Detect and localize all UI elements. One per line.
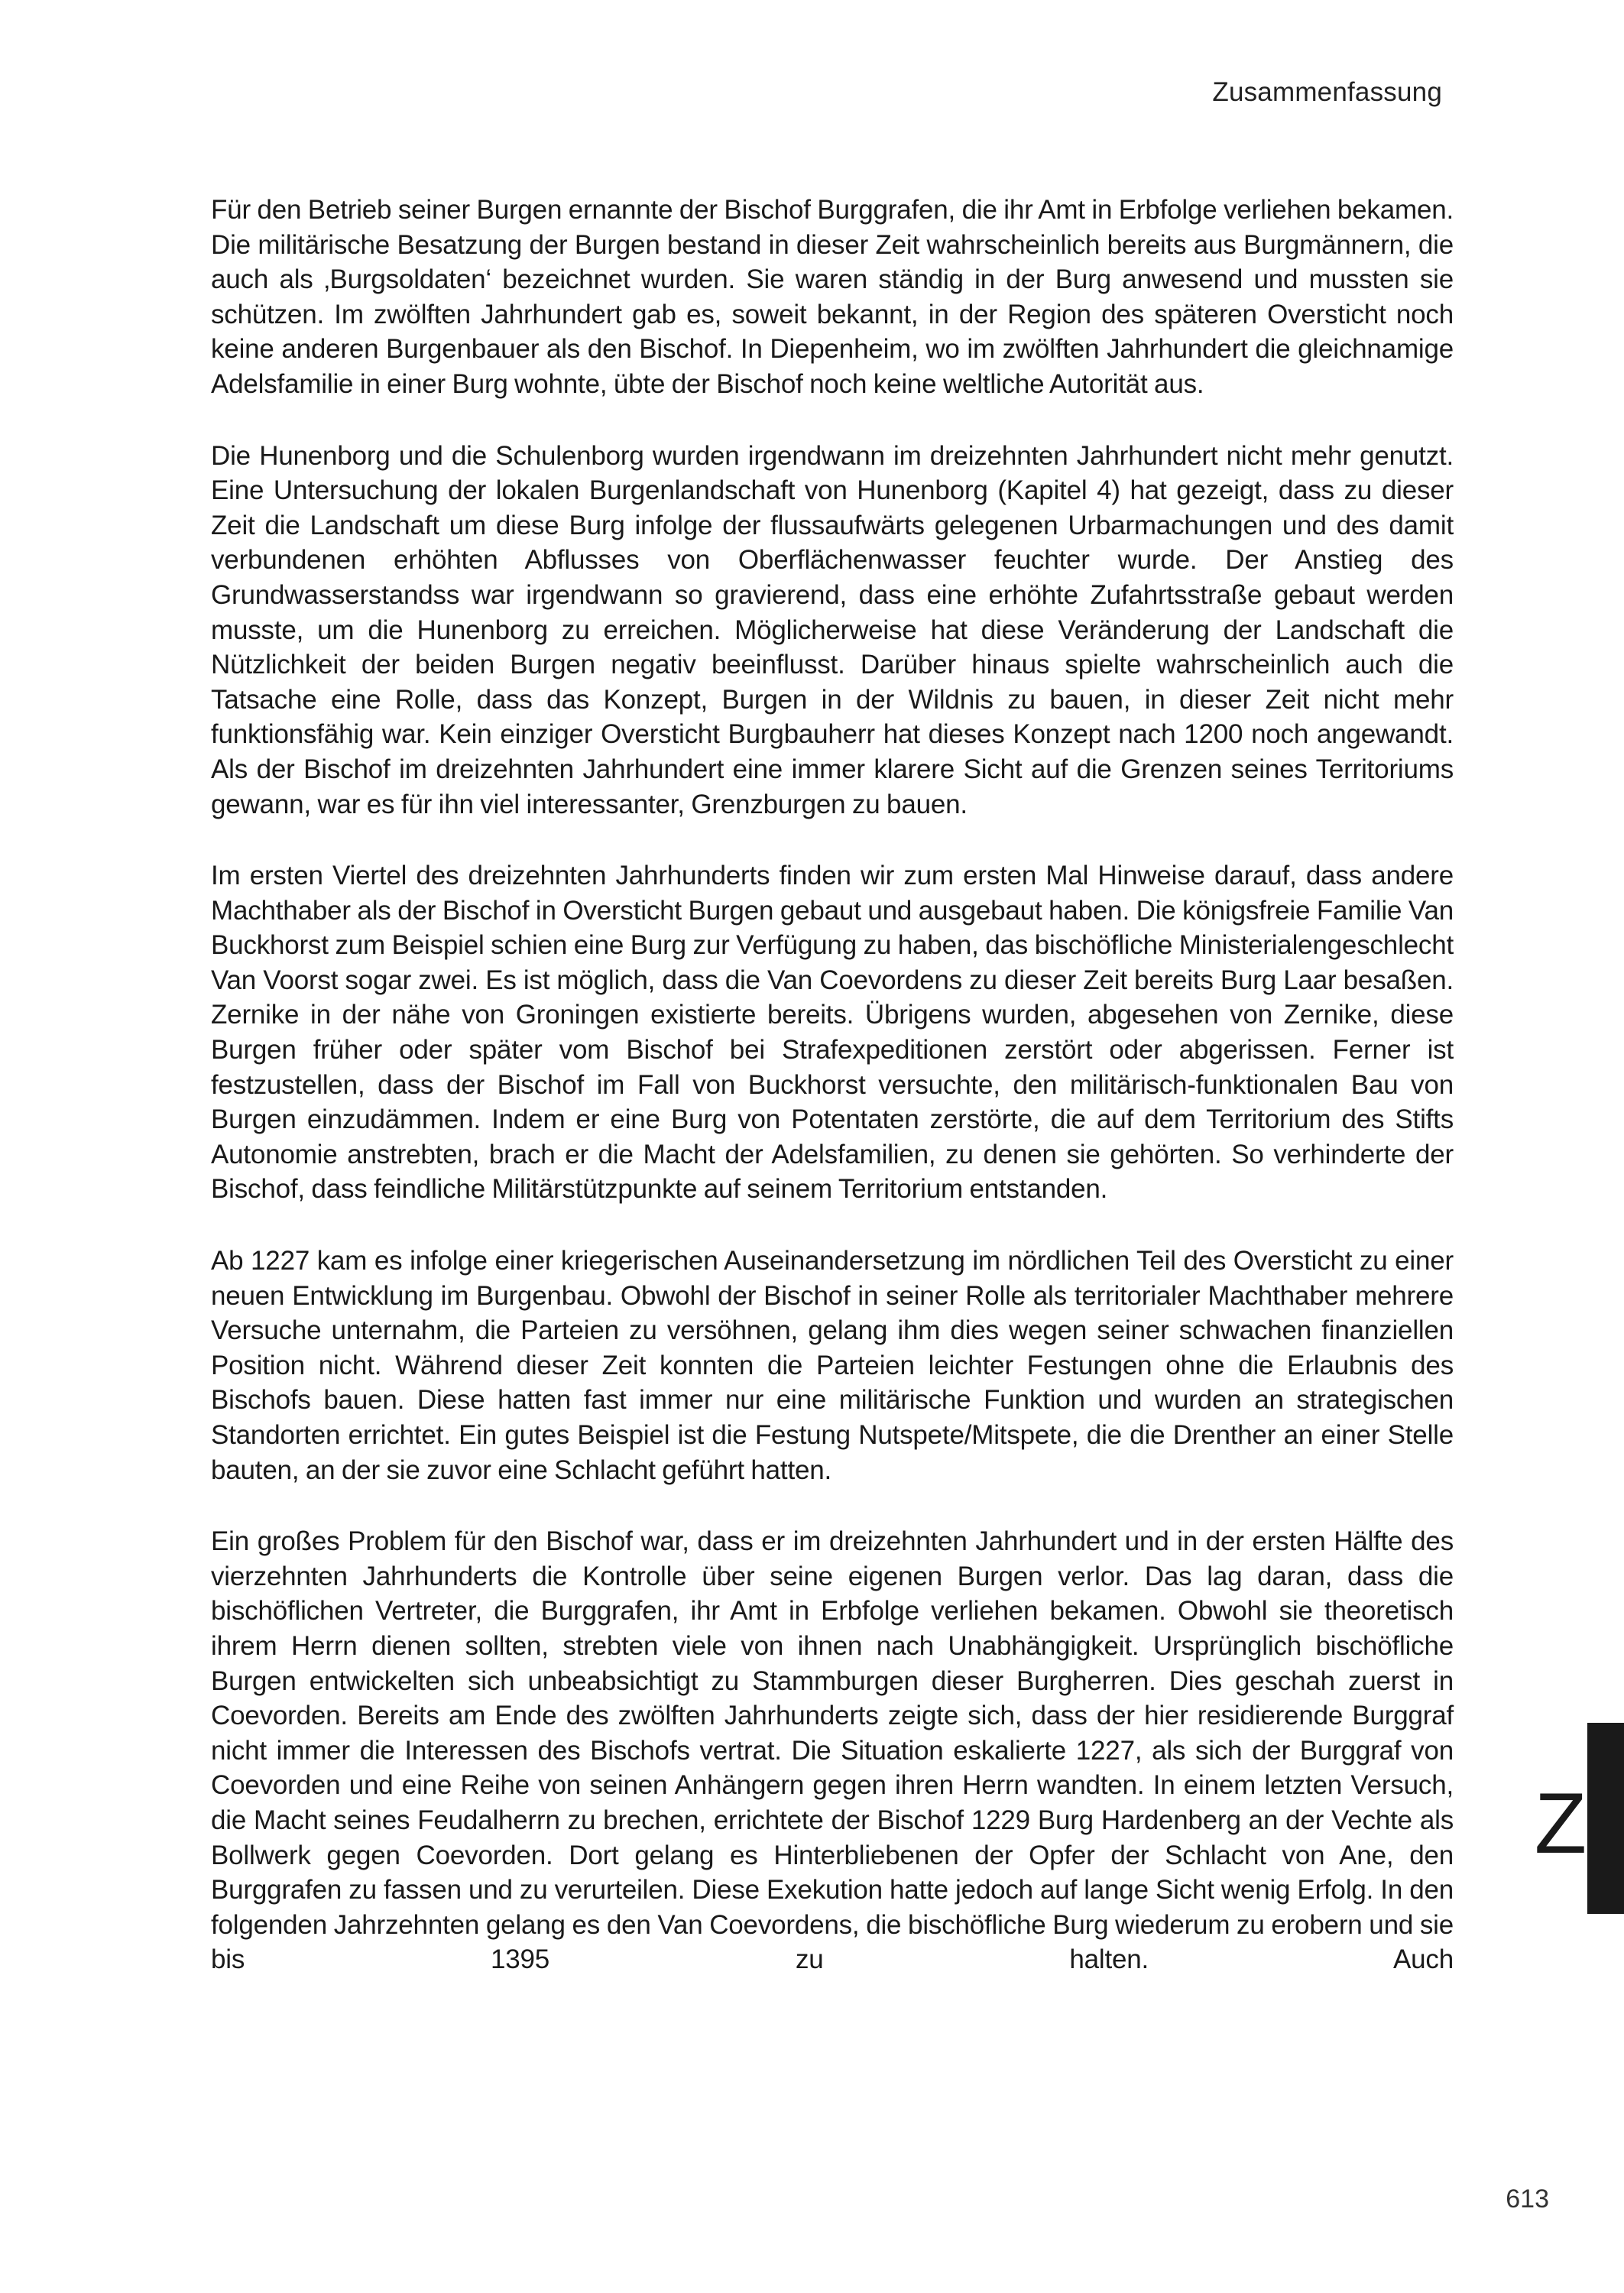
thumb-index-letter: Z [1534, 1776, 1587, 1871]
paragraph: Im ersten Viertel des dreizehnten Jahrhunderts finden wir zum ersten Mal Hinweise darauf, dass andere Machthaber als der Bischof in Oversticht Burgen gebaut und ausgebaut haben. Die königsfreie Familie Van Buckhorst zum Beispiel schien eine Burg zur Verfügung zu haben, das bischöfliche Ministerialengeschlecht Van Voorst sogar zwei. Es ist möglich, dass die Van Coevordens zu dieser Zeit bereits Burg Laar besaßen. Zernike in der nähe von Groningen existierte bereits. Übrigens wurden, abgesehen von Zernike, diese Burgen früher oder später vom Bischof bei Strafexpeditionen zerstört oder abgerissen. Ferner ist festzustellen, dass der Bischof im Fall von Buckhorst versuchte, den militärisch-funktionalen Bau von Burgen einzudämmen. Indem er eine Burg von Potentaten zerstörte, die auf dem Territorium des Stifts Autonomie anstrebten, brach er die Macht der Adelsfamilien, zu denen sie gehörten. So verhinderte der Bischof, dass feindliche Militärstützpunkte auf seinem Territorium entstanden. [211, 861, 1454, 1205]
page-number: 613 [1506, 2184, 1549, 2214]
thumb-index-tab [1587, 1723, 1624, 1914]
paragraph: Für den Betrieb seiner Burgen ernannte der Bischof Burggrafen, die ihr Amt in Erbfolge verliehen bekamen. Die militärische Besatzung der Burgen bestand in dieser Zeit wahrscheinlich bereits aus Burgmännern, die auch als ‚Burgsoldaten‘ bezeichnet wurden. Sie waren ständig in der Burg anwesend und mussten sie schützen. Im zwölften Jahrhundert gab es, soweit bekannt, in der Region des späteren Oversticht noch keine anderen Burgenbauer als den Bischof. In Diepenheim, wo im zwölften Jahrhundert die gleichnamige Adelsfamilie in einer Burg wohnte, übte der Bischof noch keine weltliche Autorität aus. [211, 195, 1454, 399]
paragraph: Ab 1227 kam es infolge einer kriegerischen Auseinandersetzung im nördlichen Teil des Oversticht zu einer neuen Entwicklung im Burgenbau. Obwohl der Bischof in seiner Rolle als territorialer Machthaber mehrere Versuche unternahm, die Parteien zu versöhnen, gelang ihm dies wegen seiner schwachen finanziellen Position nicht. Während dieser Zeit konnten die Parteien leichter Festungen ohne die Erlaubnis des Bischofs bauen. Diese hatten fast immer nur eine militärische Funktion und wurden an strategischen Standorten errichtet. Ein gutes Beispiel ist die Festung Nutspete/Mitspete, die die Drenther an einer Stelle bauten, an der sie zuvor eine Schlacht geführt hatten. [211, 1246, 1454, 1485]
body-text [211, 193, 1454, 2014]
running-header: Zusammenfassung [1212, 77, 1442, 107]
paragraph: Die Hunenborg und die Schulenborg wurden irgendwann im dreizehnten Jahrhundert nicht mehr genutzt. Eine Untersuchung der lokalen Burgenlandschaft von Hunenborg (Kapitel 4) hat gezeigt, dass zu dieser Zeit die Landschaft um diese Burg infolge der flussaufwärts gelegenen Urbarmachungen und des damit verbundenen erhöhten Abflusses von Oberflächenwasser feuchter wurde. Der Anstieg des Grundwasserstandss war irgendwann so gravierend, dass eine erhöhte Zufahrtsstraße gebaut werden musste, um die Hunenborg zu erreichen. Möglicherweise hat diese Veränderung der Landschaft die Nützlichkeit der beiden Burgen negativ beeinflusst. Darüber hinaus spielte wahrscheinlich auch die Tatsache eine Rolle, dass das Konzept, Burgen in der Wildnis zu bauen, in dieser Zeit nicht mehr funktionsfähig war. Kein einziger Oversticht Burgbauherr hat dieses Konzept nach 1200 noch angewandt. Als der Bischof im dreizehnten Jahrhundert eine immer klarere Sicht auf die Grenzen seines Territoriums gewann, war es für ihn viel interessanter, Grenzburgen zu bauen. [211, 440, 1454, 819]
paragraph: Ein großes Problem für den Bischof war, dass er im dreizehnten Jahrhundert und in der ersten Hälfte des vierzehnten Jahrhunderts die Kontrolle über seine eigenen Burgen verlor. Das lag daran, dass die bischöflichen Vertreter, die Burggrafen, ihr Amt in Erbfolge verliehen bekamen. Obwohl sie theoretisch ihrem Herrn dienen sollten, strebten viele von ihnen nach Unabhängigkeit. Ursprünglich bischöfliche Burgen entwickelten sich unbeabsichtigt zu Stammburgen dieser Burgherren. Dies geschah zuerst in Coevorden. Bereits am Ende des zwölften Jahrhunderts zeigte sich, dass der hier residierende Burggraf nicht immer die Interessen des Bischofs vertrat. Die Situation eskalierte 1227, als sich der Burggraf von Coevorden und eine Reihe von seinen Anhängern gegen ihren Herrn wandten. In einem letzten Versuch, die Macht seines Feudalherrn zu brechen, errichtete der Bischof 1229 Burg Hardenberg an der Vechte als Bollwerk gegen Coevorden. Dort gelang es Hinterbliebenen der Opfer der Schlacht von Ane, den Burggrafen zu fassen und zu verurteilen. Diese Exekution hatte jedoch auf lange Sicht wenig Erfolg. In den folgenden Jahrzehnten gelang es den Van Coevordens, die bischöfliche Burg wiederum zu erobern und sie bis 1395 zu halten. Auch [211, 1526, 1454, 1975]
